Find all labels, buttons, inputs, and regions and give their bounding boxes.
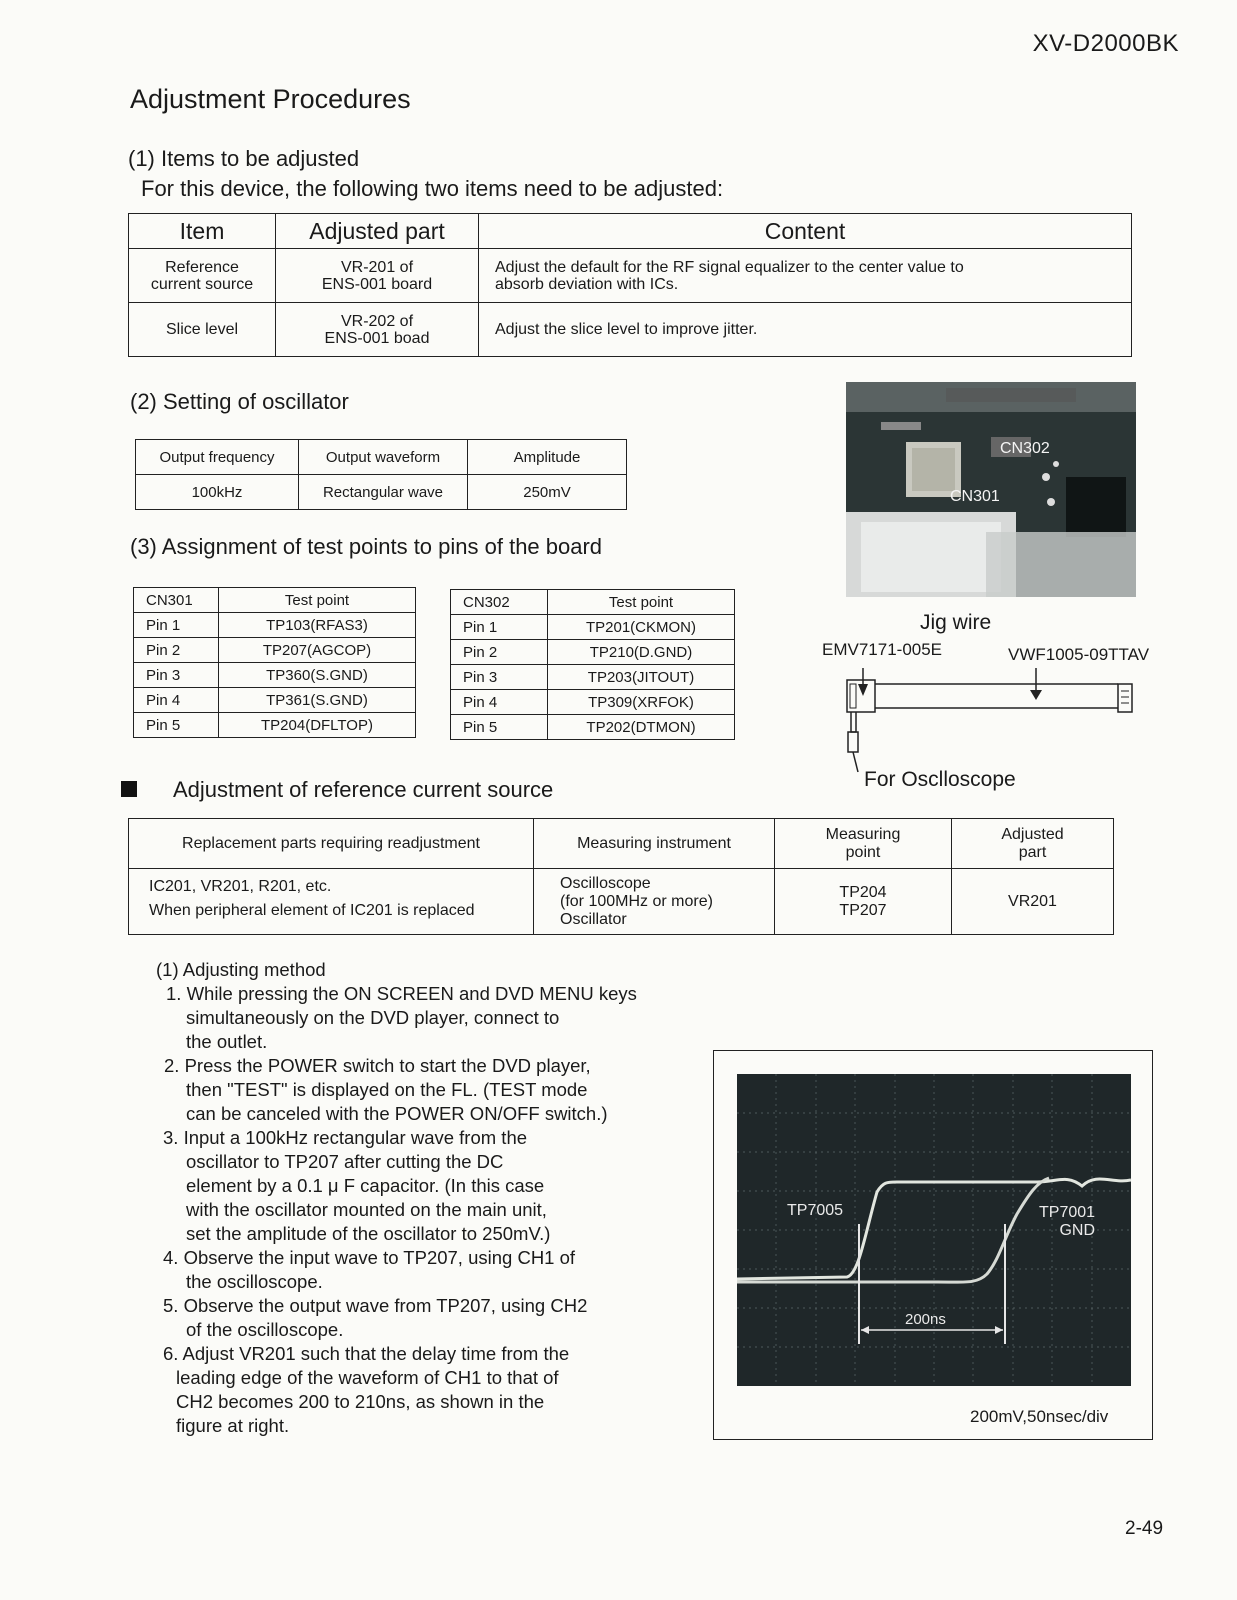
step-text: with the oscillator mounted on the main unit, — [186, 1199, 547, 1220]
table-row: Pin 1 TP103(RFAS3) — [134, 613, 416, 638]
table-header: Test point — [219, 588, 416, 613]
oscillator-table — [135, 439, 627, 510]
cell-text: Adjust the default for the RF signal equalizer to the center value to — [495, 258, 964, 276]
cell-text: ENS-001 board — [321, 275, 433, 293]
table-row: Pin 5 TP202(DTMON) — [451, 715, 735, 740]
section4-heading: Adjustment of reference current source — [173, 777, 554, 802]
adjusting-method — [156, 958, 676, 1438]
step-text: then "TEST" is displayed on the FL. (TEST mode — [186, 1079, 588, 1100]
table-header: Adjusted — [1001, 825, 1064, 843]
jig-part-right: VWF1005-09TTAV — [1008, 645, 1150, 664]
section3-heading: (3) Assignment of test points to pins of the board — [130, 534, 603, 559]
cn302-table — [450, 589, 735, 740]
page-number: 2-49 — [1125, 1518, 1164, 1539]
section1-heading: (1) Items to be adjusted — [128, 146, 360, 171]
table-header: CN302 — [451, 590, 548, 615]
cell-text: 100kHz — [136, 475, 299, 510]
board-photo — [846, 382, 1136, 597]
method-heading: (1) Adjusting method — [156, 959, 326, 980]
table-header: CN301 — [134, 588, 219, 613]
step-text: 5. Observe the output wave from TP207, using CH2 — [163, 1295, 588, 1316]
table-row: Pin 4 TP309(XRFOK) — [451, 690, 735, 715]
page-title: Adjustment Procedures — [130, 84, 411, 114]
model-number: XV-D2000BK — [1032, 30, 1179, 57]
table-header: Output waveform — [299, 440, 468, 475]
jig-part-left: EMV7171-005E — [822, 640, 943, 659]
step-text: 6. Adjust VR201 such that the delay time from the — [163, 1343, 570, 1364]
step-text: set the amplitude of the oscillator to 250mV.) — [186, 1223, 551, 1244]
table-row: Pin 3 TP203(JITOUT) — [451, 665, 735, 690]
cell-text: ENS-001 boad — [324, 329, 430, 347]
delay-label: 200ns — [905, 1311, 946, 1328]
table-header: Measuring instrument — [534, 819, 775, 869]
step-text: simultaneously on the DVD player, connect to — [186, 1007, 560, 1028]
cn301-table — [133, 587, 416, 738]
step-text: the outlet. — [186, 1031, 268, 1052]
table-header: part — [1018, 843, 1047, 861]
cell-text: VR-201 of — [340, 258, 414, 276]
step-text: 2. Press the POWER switch to start the DVD player, — [164, 1055, 591, 1076]
table-row: Pin 5 TP204(DFLTOP) — [134, 713, 416, 738]
table-header: Test point — [548, 590, 735, 615]
cell-text: absorb deviation with ICs. — [495, 275, 679, 293]
jig-wire-diagram — [820, 660, 1150, 780]
probe-label: For Osclloscope — [864, 768, 1016, 791]
tp7005-label: TP7005 — [787, 1202, 844, 1219]
section1-intro: For this device, the following two items need to be adjusted: — [141, 176, 724, 201]
step-text: element by a 0.1 μ F capacitor. (In this case — [186, 1175, 545, 1196]
step-text: the oscilloscope. — [186, 1271, 323, 1292]
cell-text: current source — [150, 275, 254, 293]
table-row — [129, 303, 1132, 357]
table-row: Pin 3 TP360(S.GND) — [134, 663, 416, 688]
cn302-label: CN302 — [1000, 440, 1050, 457]
step-text: of the oscilloscope. — [186, 1319, 344, 1340]
table-header: point — [845, 843, 881, 861]
step-text: can be canceled with the POWER ON/OFF switch.) — [186, 1103, 608, 1124]
table-header: Measuring — [825, 825, 901, 843]
table-header: Output frequency — [136, 440, 299, 475]
cell-text: Adjust the slice level to improve jitter. — [479, 303, 1132, 357]
cell-text: 250mV — [468, 475, 627, 510]
cell-text: Slice level — [129, 303, 276, 357]
jig-wire-title: Jig wire — [920, 611, 992, 634]
readjustment-table — [128, 818, 1114, 935]
table-header: Amplitude — [468, 440, 627, 475]
scope-caption: 200mV,50nsec/div — [970, 1407, 1109, 1426]
table-row: Pin 2 TP207(AGCOP) — [134, 638, 416, 663]
step-text: 1. While pressing the ON SCREEN and DVD MENU keys — [166, 983, 637, 1004]
table-row — [129, 249, 1132, 303]
table-row: IC201, VR201, R201, etc. When peripheral element of IC201 is replaced Oscilloscope (for 100MHz or more) Oscillator TP204 TP207 VR201 — [129, 869, 1114, 935]
table-row: Pin 2 TP210(D.GND) — [451, 640, 735, 665]
step-text: oscillator to TP207 after cutting the DC — [186, 1151, 504, 1172]
cell-text: Rectangular wave — [299, 475, 468, 510]
step-text: 4. Observe the input wave to TP207, using CH1 of — [163, 1247, 576, 1268]
step-text: leading edge of the waveform of CH1 to that of — [176, 1367, 559, 1388]
adjust-items-table — [128, 213, 1132, 357]
table-row — [136, 475, 627, 510]
table-row: Pin 1 TP201(CKMON) — [451, 615, 735, 640]
step-text: figure at right. — [176, 1415, 290, 1436]
table-header: Item — [129, 214, 276, 249]
step-text: CH2 becomes 200 to 210ns, as shown in the — [176, 1391, 545, 1412]
table-header: Content — [479, 214, 1132, 249]
oscilloscope-screen — [737, 1074, 1131, 1386]
table-header: Adjusted part — [276, 214, 479, 249]
table-header: Replacement parts requiring readjustment — [129, 819, 534, 869]
table-row: Pin 4 TP361(S.GND) — [134, 688, 416, 713]
cell-text: VR-202 of — [340, 312, 414, 330]
cell-text: Reference — [165, 258, 239, 276]
section-bullet-icon — [121, 781, 137, 797]
section2-heading: (2) Setting of oscillator — [130, 389, 349, 414]
tp7001-label: TP7001 GND — [1039, 1204, 1096, 1239]
step-text: 3. Input a 100kHz rectangular wave from the — [163, 1127, 528, 1148]
cn301-label: CN301 — [950, 488, 1000, 505]
